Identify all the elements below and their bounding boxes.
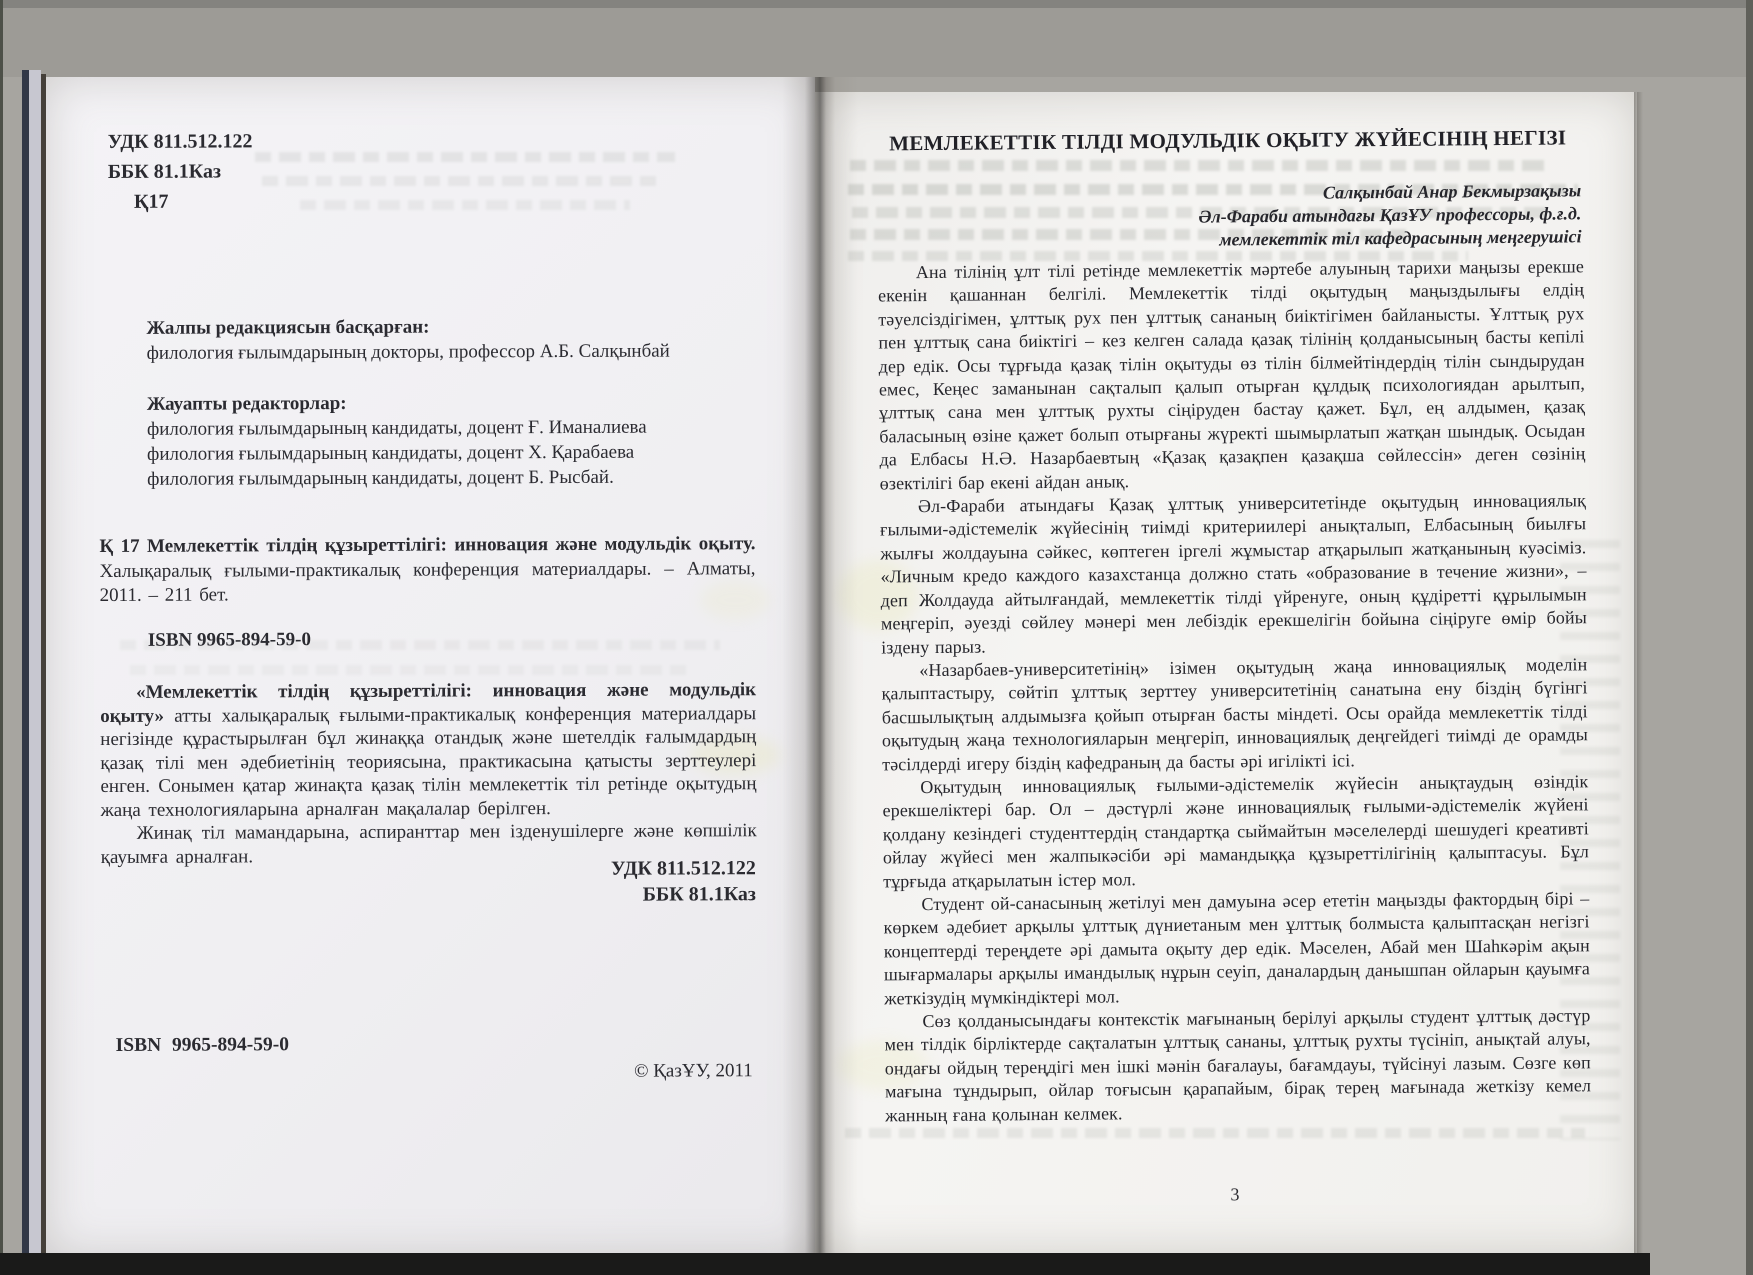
general-editor-block: [146, 314, 669, 366]
responsible-editor: филология ғылымдарының кандидаты, доцент Ғ. Иманалиева: [146, 416, 647, 440]
body-paragraph: Ана тілінің ұлт тілі ретінде мемлекеттік мәртебе алуының тарихи маңызы ерекше екенін қашаннан белгілі. Мемлекеттік тілді оқытудың маңыздылығы елдің тәуелсіздігімен, ұлттық рух пен ұлттық сананың биіктігімен байланысты. Ұлттық рух пен ұлттық сана биіктігі – кез келген салада қазақ тілінің қолданысының басты кепілі дер едік. Осы тұрғыда қазақ тілін оқытуды өз тілін білмейтіндердің тілін сындырудан емес, Кеңес заманынан сақталып қалып отырған құлдық психологиядан арылтып, ұлттық сана мен ұлттық рухты сіңіруден бастау қажет. Бұл, ең алдымен, қазақ баласының өзіне қажет болып отырғаны жүректі шымырлатып жатқан шындық. Осыдан да Елбасы Н.Ә. Назарбаевтың «Қазақ қазақпен қазақша сөйлессін» деген сөзінің өзектілігі бар екені айдан анық.: [877, 256, 1586, 494]
isbn: ISBN 9965-894-59-0: [147, 629, 311, 651]
classification-codes: [108, 126, 253, 217]
annotation-text: атты халықаралық ғылыми-практикалық конференция материалдары негізінде құрастырылған бұл жинаққа отандық және шетелдік ғалымдардың қазақ тілі мен әдебиетінің теориясына, практикасына қатысты зерттеулері енген. Сонымен қатар жинақта қазақ тілін мемлекеттік тіл ретінде оқытудың жаңа технологияларына арналған мақалалар берілген.: [100, 702, 757, 821]
responsible-editors-heading: Жауапты редакторлар:: [146, 392, 347, 415]
body-paragraph: Сөз қолданысындағы контекстік мағынаның берілуі арқылы студент ұлттық дәстүр мен тілдік бірліктерде сақталатын ұлттық сананы, ұлттық рухты түсініп, анықтай алуы, ондағы ойдың тереңдігі мен ішкі мәнін бағалауы, бағамдауы, түйсінуі лазым. Сөзге көп мағына тұндырып, ойлар тоғысын қарапайым, бірақ терең мағынада жеткізу кемел жанның ғана қолынан келмек.: [884, 1005, 1592, 1126]
body-paragraph: Оқытудың инновациялық ғылыми-әдістемелік жүйесін анықтаудың өзіндік ерекшеліктері бар. Ол – дәстүрлі және инновациялық ғылыми-әдістемелік жүйені қолдану кезіндегі студенттердің стандартқа сыймайтын мәселелерді шешудегі креативті ойлау жүйесі мен жалпыкәсіби әрі мамандыққа құзыреттілігінің қалыптасуы. Бұл тұрғыда атқарылатын істер мол.: [882, 771, 1590, 891]
general-editor-name: филология ғылымдарының докторы, профессор А.Б. Салқынбай: [146, 340, 670, 364]
gutter-shadow: [782, 77, 858, 1257]
responsible-editor: филология ғылымдарының кандидаты, доцент Б. Рысбай.: [147, 466, 614, 490]
scan-top-edge: [0, 0, 1753, 8]
scan-right-edge: [1746, 0, 1753, 1275]
audience-paragraph: Жинақ тіл мамандарына, аспиранттар мен ізденушілерге және көпшілік қауымға арналған.: [100, 820, 757, 868]
author-block: [1198, 179, 1582, 251]
scanner-bed-top: [0, 0, 1753, 77]
right-page: [815, 92, 1637, 1253]
responsible-editors-block: [147, 390, 647, 492]
bbk-code: ББК 81.1Каз: [642, 883, 757, 906]
page-stack-shadow: [41, 74, 46, 1256]
page-stack-edge: [29, 70, 41, 1256]
author-sign-code: Қ17: [133, 190, 169, 213]
catalog-entry-title: Қ 17 Мемлекеттік тілдің құзыреттілігі: инновация және модульдік оқыту.: [99, 533, 756, 558]
body-paragraph: «Назарбаев-университетінің» ізімен оқытудың жаңа инновациялық моделін қалыптастыру, сөйтіп ұлттық зерттеу университетінің санатына ену біздің бүгінгі басшылықтың алдымызға қойып отырған басты міндеті. Осы орайда мемлекеттік тілді оқытудың жаңа технологияларын меңгеріп, инновациялық деңгейдегі тиімді де орамды тәсілдерді игеру біздің кафедраның да басты әрі игілікті ісі.: [881, 654, 1589, 774]
page-edge-shadow: [1634, 92, 1643, 1253]
general-editor-heading: Жалпы редакциясын басқарған:: [146, 316, 430, 339]
catalog-entry-details: Халықаралық ғылыми-практикалық конференция материалдары. – Алматы, 2011. – 211 бет.: [99, 557, 756, 607]
udk-code: УДК 811.512.122: [107, 130, 253, 153]
left-page: [46, 77, 815, 1257]
annotation-block: [100, 678, 757, 869]
book-cover-edge: [22, 70, 29, 1256]
page-number: 3: [1230, 1184, 1240, 1205]
annotation-title: «Мемлекеттік тілдің құзыреттілігі: инновация және модульдік оқыту»: [100, 679, 757, 727]
responsible-editor: филология ғылымдарының кандидаты, доцент Х. Қарабаева: [146, 441, 635, 465]
article-body: [878, 255, 1592, 1127]
scan-left-edge: [0, 0, 3, 1275]
classification-codes-right: [611, 855, 756, 908]
catalog-entry: [99, 532, 755, 608]
body-paragraph: Әл-Фараби атындағы Қазақ ұлттық университетінде оқытудың инновациялық ғылыми-әдістемелік жүйесінің тиімді критериилері анықталып, Елбасының биылғы жылғы жолдауына сәйкес, көптеген іргелі жұмыстар атқарылып жатқанының куәсіміз. «Личным кредо каждого казахстанца должно стать «образование в течение жизни», – деп Жолдауда айтылғандай, мемлекеттік тілді үйренуге, оның құдіретті құрылымын меңгеріп, әуезді сөйлеу мәнері мен лебіздік ерекшелігін бойына сіңіруге өмір бойы іздену парыз.: [880, 490, 1588, 657]
body-paragraph: Студент ой-санасының жетілуі мен дамуына әсер ететін маңызды фактордың бірі – көркем әдебиет арқылы ұлттық дүниетаным мен ұлттық болмыста қалыптасқан негізгі концептерді тереңдете әрі дамыта оқыту дер едік. Мәселен, Абай мен Шаһкәрім ақын шығармалары арқылы имандылық нұрын сеуіп, даналардың данышпан ойларын қауымға жеткізудің мүмкіндіктері мол.: [883, 888, 1591, 1009]
article-title: МЕМЛЕКЕТТІК ТІЛДІ МОДУЛЬДІК ОҚЫТУ ЖҮЙЕСІНІҢ НЕГІЗІ: [889, 125, 1567, 156]
udk-code: УДК 811.512.122: [610, 857, 756, 880]
bbk-code: ББК 81.1Каз: [107, 160, 222, 183]
scan-bottom-bar: [0, 1253, 1650, 1275]
copyright-notice: © ҚазҰУ, 2011: [634, 1060, 753, 1082]
author-name: Салқынбай Анар Бекмырзақызы: [1322, 180, 1582, 203]
isbn-bottom: ISBN 9965-894-59-0: [115, 1034, 290, 1056]
author-position: мемлекеттік тіл кафедрасының меңгерушісі: [1219, 226, 1582, 250]
annotation-paragraph: [100, 678, 757, 822]
author-affiliation: Әл-Фараби атындағы ҚазҰУ профессоры, ф.ғ.д.: [1198, 203, 1582, 227]
